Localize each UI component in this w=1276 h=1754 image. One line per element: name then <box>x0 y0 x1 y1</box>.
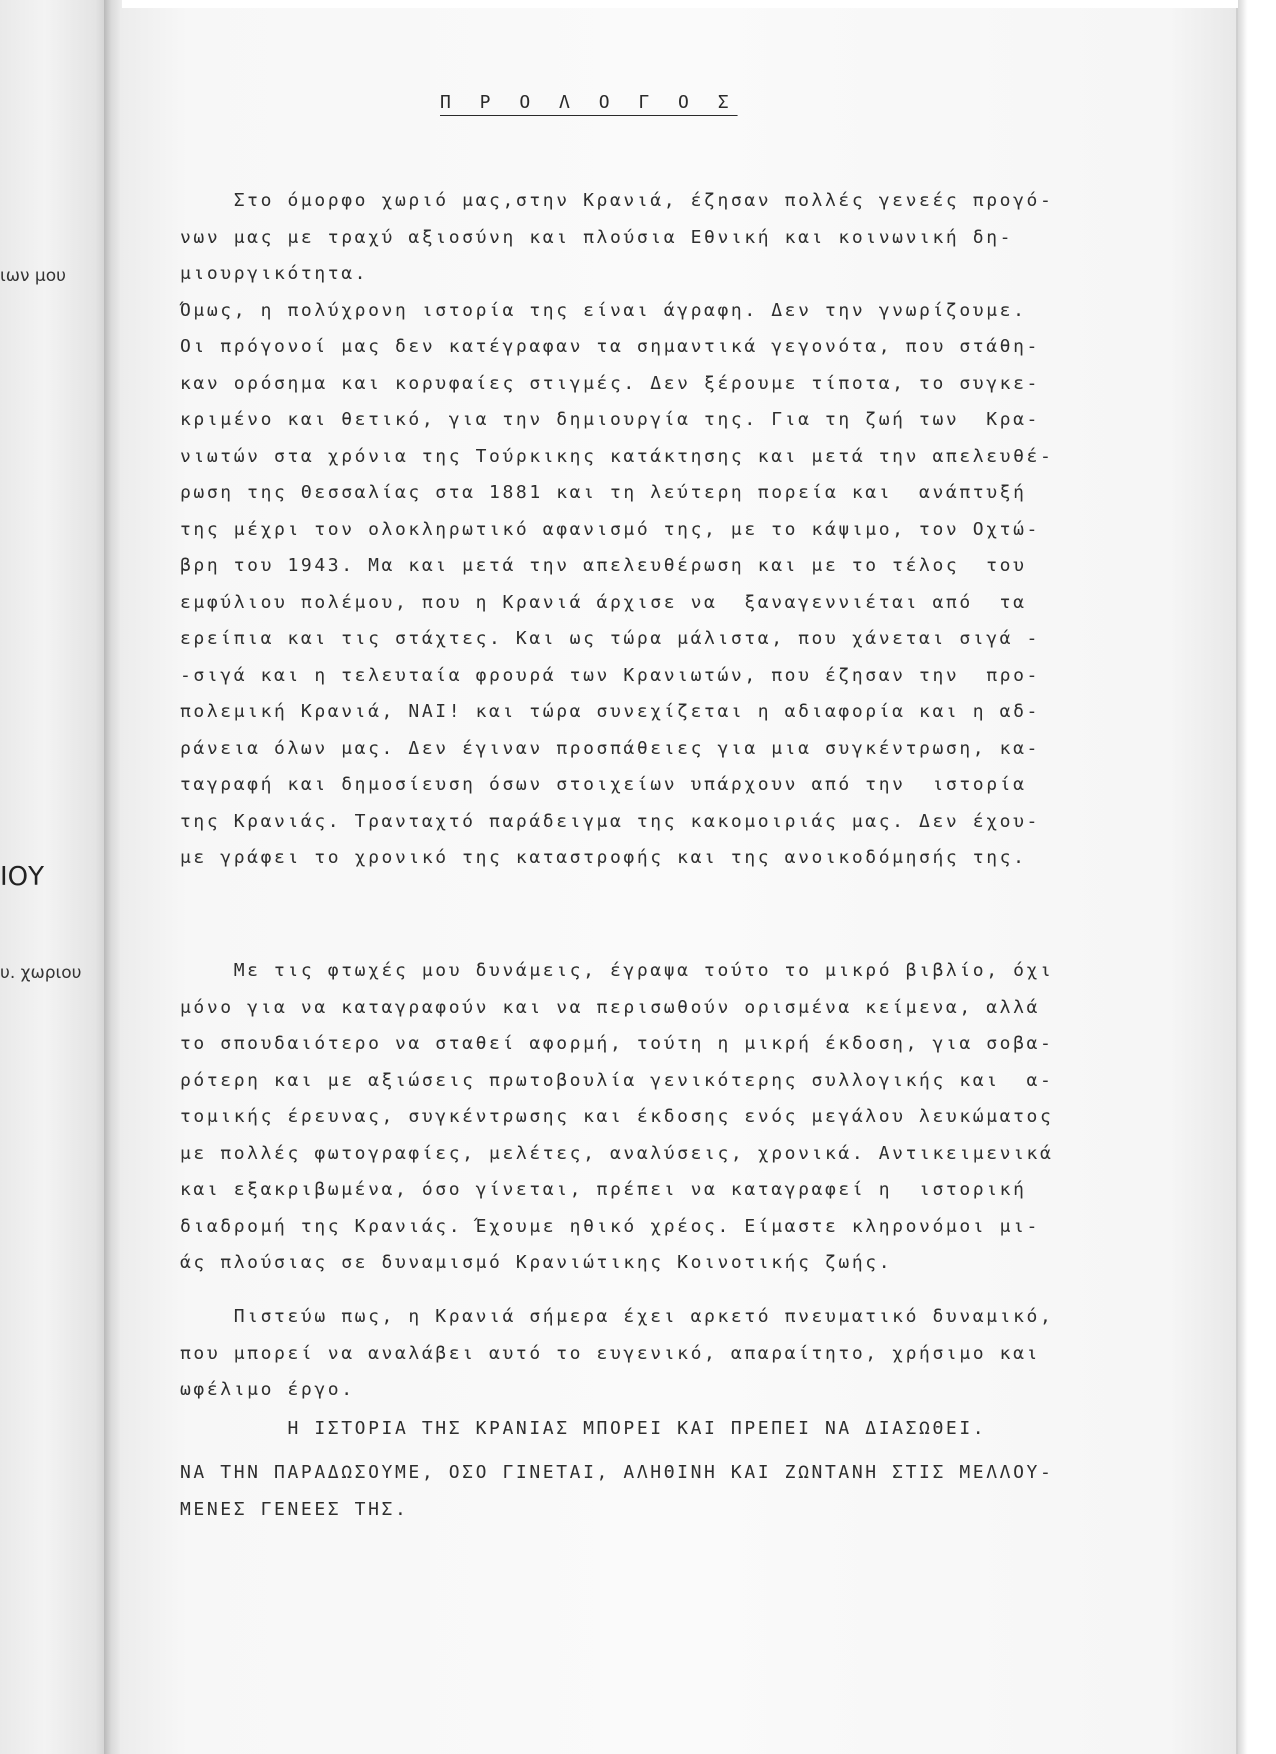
text-line: που μπορεί να αναλάβει αυτό το ευγενικό, απαραίτητο, χρήσιμο και <box>180 1342 1040 1364</box>
text-line: τομικής έρευνας, συγκέντρωσης και έκδοσης ενός μεγάλου λευκώματος <box>180 1106 1054 1127</box>
text-line: με πολλές φωτογραφίες, μελέτες, αναλύσεις, χρονικά. Αντικειμενικά <box>180 1142 1054 1164</box>
text-line: ταγραφή και δημοσίευση όσων στοιχείων υπάρχουν από την ιστορία <box>180 774 1027 795</box>
text-line: -σιγά και η τελευταία φρουρά των Κρανιωτών, που έζησαν την προ- <box>180 664 1040 686</box>
text-line: νων μας με τραχύ αξιοσύνη και πλούσια Εθνική και κοινωνική δη- <box>180 226 1014 248</box>
page-right-edge <box>1238 0 1276 1754</box>
text-line: της Κρανιάς. Τρανταχτό παράδειγμα της κακομοιριάς μας. Δεν έχου- <box>180 810 1040 832</box>
text-line: κριμένο και θετικό, για την δημιουργία της. Για τη ζωή των Κρα- <box>180 409 1040 430</box>
text-line: Με τις φτωχές μου δυνάμεις, έγραψα τούτο το μικρό βιβλίο, όχι <box>180 960 1054 981</box>
text-line: Όμως, η πολύχρονη ιστορία της είναι άγραφη. Δεν την γνωρίζουμε. <box>180 299 1027 321</box>
text-line: Οι πρόγονοί μας δεν κατέγραφαν τα σημαντικά γεγονότα, που στάθη- <box>180 336 1040 357</box>
text-line: ράνεια όλων μας. Δεν έγιναν προσπάθειες για μια συγκέντρωση, κα- <box>180 737 1040 759</box>
text-line: νιωτών στα χρόνια της Τούρκικης κατάκτησης και μετά την απελευθέ- <box>180 445 1054 467</box>
text-line: το σπουδαιότερο να σταθεί αφορμή, τούτη η μικρή έκδοση, για σοβα- <box>180 1033 1054 1054</box>
text-line: με γράφει το χρονικό της καταστροφής και της ανοικοδόμησής της. <box>180 847 1027 868</box>
text-line: άς πλούσιας σε δυναμισμό Κρανιώτικης Κοινοτικής ζωής. <box>180 1252 893 1273</box>
text-line: διαδρομή της Κρανιάς. Έχουμε ηθικό χρέος. Είμαστε κληρονόμοι μι- <box>180 1215 1040 1237</box>
previous-page-edge <box>0 0 112 1754</box>
text-line: εμφύλιου πολέμου, που η Κρανιά άρχισε να ξαναγεννιέται από τα <box>180 591 1027 613</box>
text-line: μιουργικότητα. <box>180 263 369 284</box>
text-line: Στο όμορφο χωριό μας,στην Κρανιά, έζησαν πολλές γενεές προγό- <box>180 190 1054 211</box>
previous-page-text-fragment: ιων μου <box>0 266 66 286</box>
text-line: ΝΑ ΤΗΝ ΠΑΡΑΔΩΣΟΥΜΕ, ΟΣΟ ΓΙΝΕΤΑΙ, ΑΛΗΘΙΝΗ ΚΑΙ ΖΩΝΤΑΝΗ ΣΤΙΣ ΜΕΛΛΟΥ- <box>180 1462 1054 1483</box>
text-line: ρωση της Θεσσαλίας στα 1881 και τη λεύτερη πορεία και ανάπτυξή <box>180 482 1027 503</box>
text-line: ερείπια και τις στάχτες. Και ως τώρα μάλιστα, που χάνεται σιγά - <box>180 628 1040 649</box>
text-line: Πιστεύω πως, η Κρανιά σήμερα έχει αρκετό πνευματικό δυναμικό, <box>180 1306 1054 1327</box>
text-line: Η ΙΣΤΟΡΙΑ ΤΗΣ ΚΡΑΝΙΑΣ ΜΠΟΡΕΙ ΚΑΙ ΠΡΕΠΕΙ ΝΑ ΔΙΑΣΩΘΕΙ. <box>180 1418 987 1439</box>
text-line: βρη του 1943. Μα και μετά την απελευθέρωση και με το τέλος του <box>180 555 1027 576</box>
text-line: πολεμική Κρανιά, ΝΑΙ! και τώρα συνεχίζεται η αδιαφορία και η αδ- <box>180 701 1040 722</box>
text-line: μόνο για να καταγραφούν και να περισωθούν ορισμένα κείμενα, αλλά <box>180 996 1040 1018</box>
page-title: Π Ρ Ο Λ Ο Γ Ο Σ <box>440 92 738 113</box>
text-line: ΜΕΝΕΣ ΓΕΝΕΕΣ ΤΗΣ. <box>180 1498 409 1520</box>
text-line: και εξακριβωμένα, όσο γίνεται, πρέπει να καταγραφεί η ιστορική <box>180 1179 1027 1200</box>
text-line: της μέχρι τον ολοκληρωτικό αφανισμό της, με το κάψιμο, τον Οχτώ- <box>180 518 1040 540</box>
previous-page-text-fragment: υ. χωριου <box>0 963 82 983</box>
previous-page-text-fragment: ΙΟΥ <box>0 862 45 892</box>
text-line: ρότερη και με αξιώσεις πρωτοβουλία γενικότερης συλλογικής και α- <box>180 1069 1054 1091</box>
text-line: καν ορόσημα και κορυφαίες στιγμές. Δεν ξέρουμε τίποτα, το συγκε- <box>180 372 1040 394</box>
text-line: ωφέλιμο έργο. <box>180 1379 355 1400</box>
